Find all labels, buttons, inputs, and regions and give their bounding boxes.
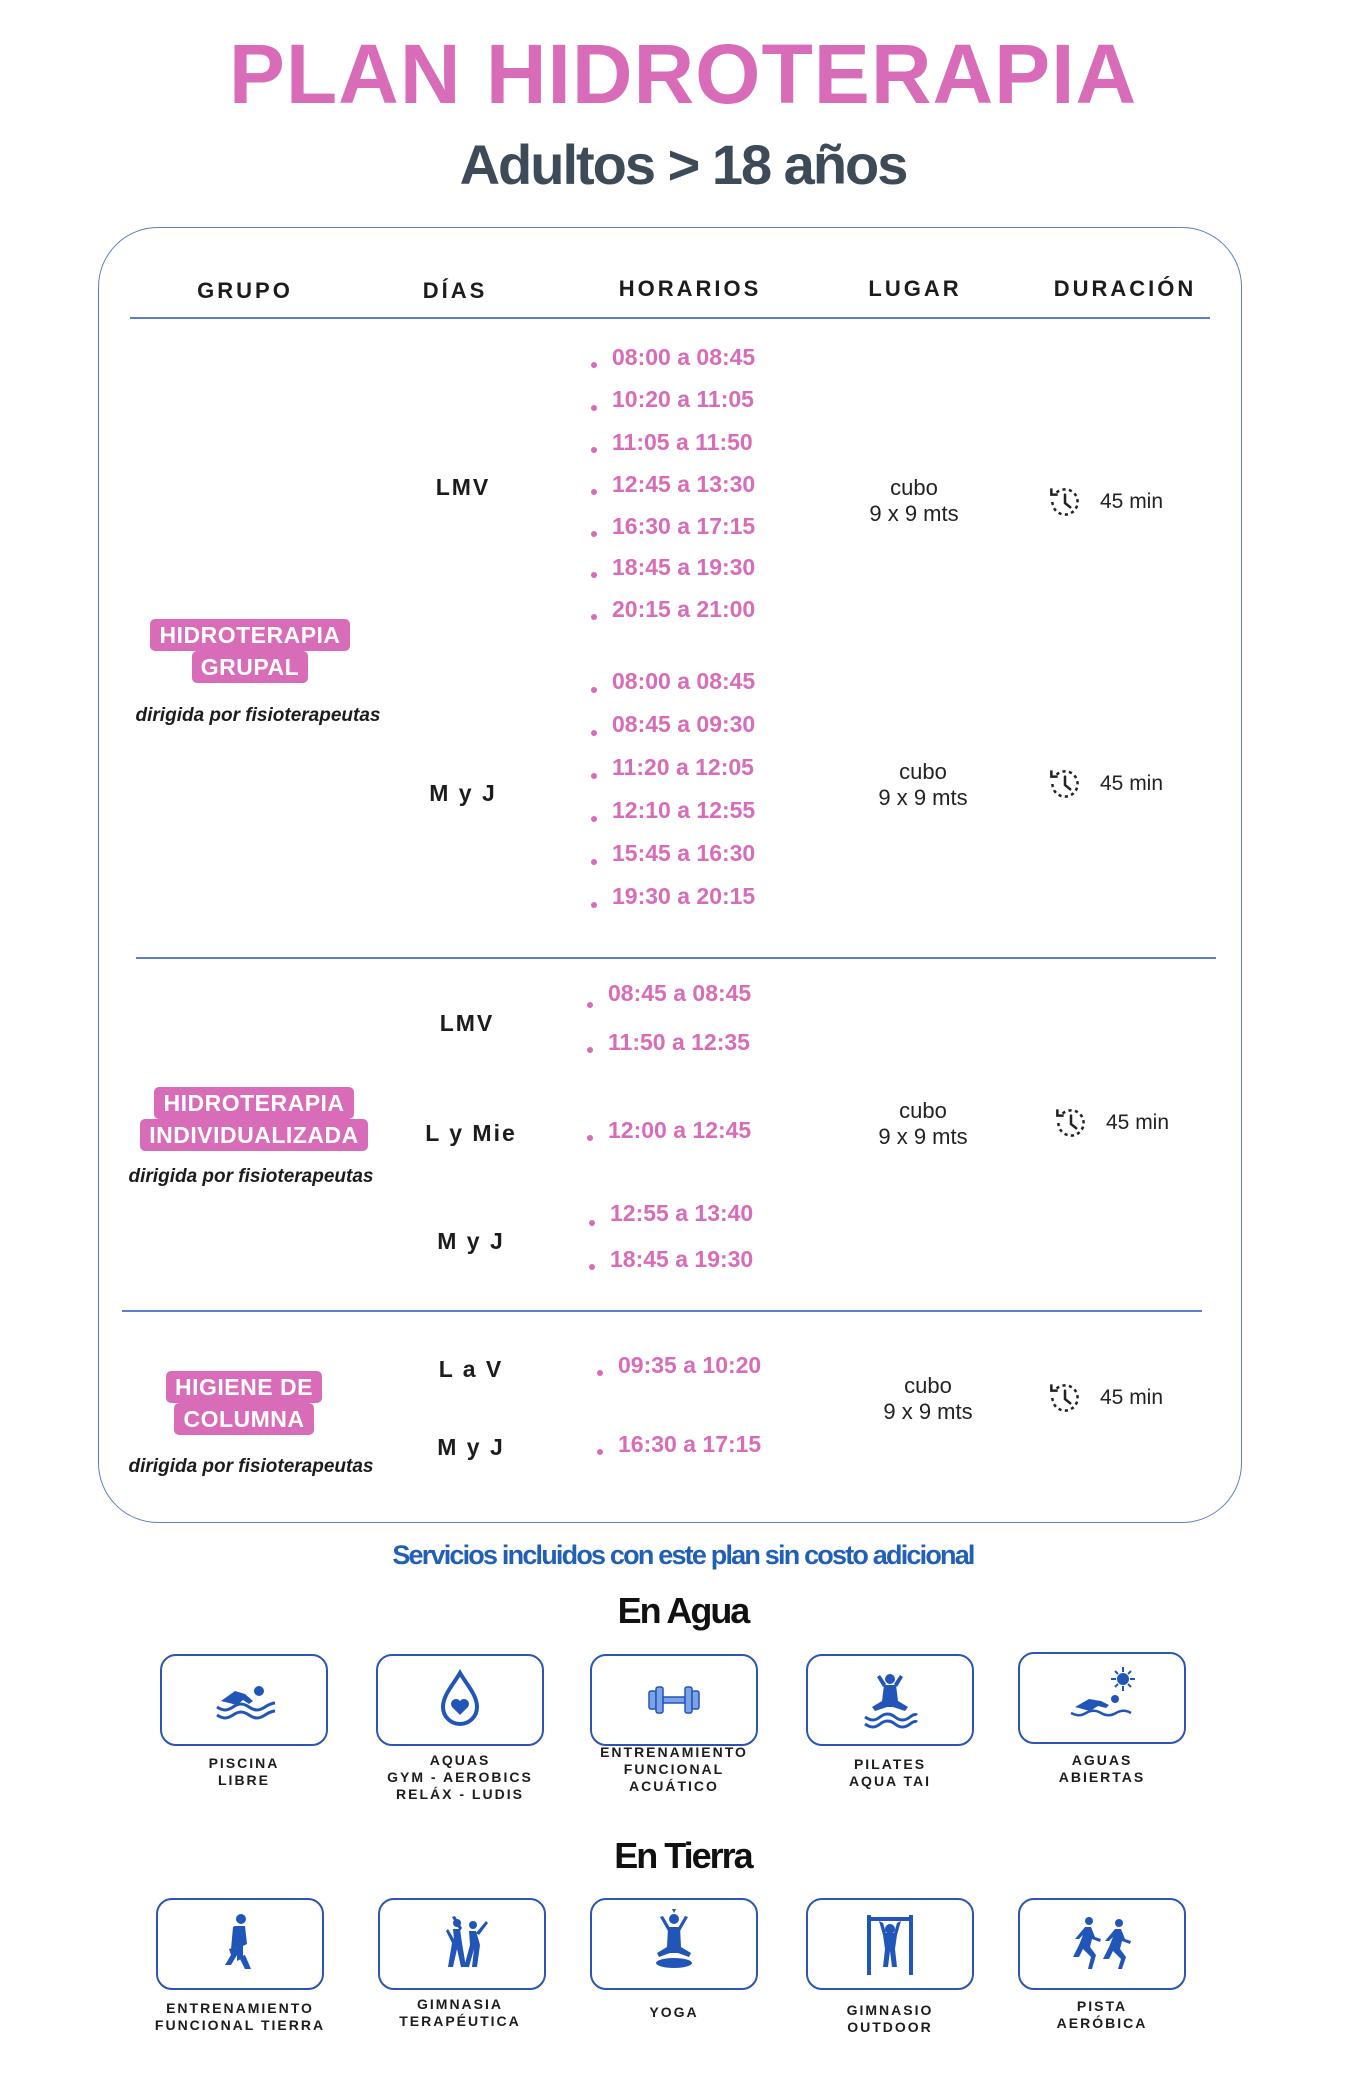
tile-label: ENTRENAMIENTO FUNCIONAL ACUÁTICO — [600, 1744, 748, 1794]
tile-entrenamiento-tierra[interactable] — [156, 1898, 324, 1990]
clock-icon — [1050, 1102, 1092, 1144]
place-cell — [843, 759, 1003, 811]
swimmer-icon — [209, 1665, 279, 1735]
time-slot: 08:00 a 08:45 — [588, 344, 755, 386]
group-divider — [122, 1310, 1202, 1312]
group-note: dirigida por fisioterapeutas — [135, 705, 381, 726]
clock-icon — [1044, 763, 1086, 805]
header-duracion: DURACIÓN — [1053, 276, 1197, 301]
time-slot: 19:30 a 20:15 — [588, 883, 755, 926]
page-subtitle: Adultos > 18 años — [459, 133, 907, 196]
tile-label: PISTA AERÓBICA — [1056, 1998, 1148, 2031]
tile-gimnasio-outdoor[interactable] — [806, 1898, 974, 1990]
page-title: PLAN HIDROTERAPIA — [228, 27, 1138, 121]
time-slot: 11:20 a 12:05 — [588, 754, 755, 797]
header-dias: DÍAS — [422, 278, 488, 303]
tile-label: YOGA — [649, 2004, 699, 2020]
duration-cell — [1050, 1102, 1169, 1144]
pullup-bar-icon — [855, 1909, 925, 1979]
times-list — [586, 1200, 753, 1288]
times-list — [588, 668, 755, 926]
duration-value: 45 min — [1100, 772, 1164, 795]
time-slot: 12:00 a 12:45 — [584, 1117, 751, 1159]
header-lugar: LUGAR — [868, 276, 962, 301]
group-name-line1: HIDROTERAPIA — [150, 619, 349, 651]
water-section-title: En Agua — [617, 1590, 749, 1631]
clock-icon — [1044, 1377, 1086, 1419]
place-name: cubo — [899, 759, 947, 784]
times-list — [588, 344, 755, 638]
tile-aguas-abiertas[interactable] — [1018, 1652, 1186, 1744]
dumbbell-icon — [639, 1665, 709, 1735]
place-name: cubo — [899, 1098, 947, 1123]
group-name-line1: HIGIENE DE — [166, 1371, 322, 1403]
group-divider — [136, 957, 1216, 959]
days-cell: M y J — [429, 780, 497, 806]
tile-label: GIMNASIA TERAPÉUTICA — [399, 1996, 521, 2029]
time-slot: 16:30 a 17:15 — [588, 513, 755, 554]
times-list — [584, 980, 751, 1071]
tile-label: PILATES AQUA TAI — [848, 1756, 932, 1789]
tile-piscina-libre[interactable] — [160, 1654, 328, 1746]
time-slot: 08:00 a 08:45 — [588, 668, 755, 711]
place-size: 9 x 9 mts — [878, 785, 968, 810]
duration-cell — [1044, 481, 1163, 523]
water-drop-heart-icon — [425, 1665, 495, 1735]
time-slot: 11:05 a 11:50 — [588, 429, 755, 471]
time-slot: 08:45 a 08:45 — [584, 980, 751, 1029]
place-name: cubo — [904, 1373, 952, 1398]
time-slot: 20:15 a 21:00 — [588, 596, 755, 638]
times-list — [594, 1352, 761, 1394]
tile-label: AGUAS ABIERTAS — [1058, 1752, 1146, 1785]
time-slot: 15:45 a 16:30 — [588, 840, 755, 883]
services-title: Servicios incluidos con este plan sin costo adicional — [392, 1540, 974, 1570]
days-cell: L y Mie — [425, 1120, 517, 1146]
tile-gimnasia[interactable] — [378, 1898, 546, 1990]
group-name-line2: INDIVIDUALIZADA — [140, 1119, 367, 1151]
group-name-line2: COLUMNA — [174, 1403, 313, 1435]
time-slot: 10:20 a 11:05 — [588, 386, 755, 429]
time-slot: 12:55 a 13:40 — [586, 1200, 753, 1246]
group-note: dirigida por fisioterapeutas — [128, 1166, 374, 1187]
place-cell — [848, 1373, 1008, 1425]
group-name-line2: GRUPAL — [192, 651, 308, 683]
duration-value: 45 min — [1100, 1386, 1164, 1409]
clock-icon — [1044, 481, 1086, 523]
days-cell: L a V — [438, 1356, 504, 1382]
gymnastics-icon — [427, 1909, 497, 1979]
time-slot: 18:45 a 19:30 — [586, 1246, 753, 1288]
time-slot: 11:50 a 12:35 — [584, 1029, 751, 1071]
open-water-swimmer-sun-icon — [1067, 1663, 1137, 1733]
time-slot: 09:35 a 10:20 — [594, 1352, 761, 1394]
group-badge-columna — [112, 1371, 376, 1435]
time-slot: 08:45 a 09:30 — [588, 711, 755, 754]
group-badge-grupal — [118, 619, 382, 683]
header-horarios: HORARIOS — [618, 276, 762, 301]
group-name-line1: HIDROTERAPIA — [154, 1087, 353, 1119]
tile-aquas[interactable] — [376, 1654, 544, 1746]
time-slot: 16:30 a 17:15 — [594, 1431, 761, 1473]
days-cell: M y J — [437, 1228, 505, 1254]
days-cell: M y J — [437, 1434, 505, 1460]
time-slot: 18:45 a 19:30 — [588, 554, 755, 596]
time-slot: 12:45 a 13:30 — [588, 471, 755, 513]
tile-pilates[interactable] — [806, 1654, 974, 1746]
tile-yoga[interactable] — [590, 1898, 758, 1990]
place-size: 9 x 9 mts — [869, 501, 959, 526]
place-name: cubo — [890, 475, 938, 500]
days-cell: LMV — [439, 1010, 495, 1036]
lunge-icon — [205, 1909, 275, 1979]
header-grupo: GRUPO — [197, 278, 293, 303]
tile-label: AQUAS GYM - AEROBICS RELÁX - LUDIS — [387, 1752, 533, 1802]
yoga-icon — [639, 1909, 709, 1979]
place-cell — [834, 475, 994, 527]
duration-value: 45 min — [1106, 1111, 1170, 1134]
times-list — [594, 1431, 761, 1473]
place-cell — [843, 1098, 1003, 1150]
place-size: 9 x 9 mts — [878, 1124, 968, 1149]
meditation-water-icon — [855, 1665, 925, 1735]
tile-label: ENTRENAMIENTO FUNCIONAL TIERRA — [154, 2000, 326, 2033]
duration-cell — [1044, 763, 1163, 805]
tile-label: GIMNASIO OUTDOOR — [846, 2002, 934, 2035]
time-slot: 12:10 a 12:55 — [588, 797, 755, 840]
place-size: 9 x 9 mts — [883, 1399, 973, 1424]
runners-icon — [1067, 1909, 1137, 1979]
times-list — [584, 1117, 751, 1159]
tile-pista-aerobica[interactable] — [1018, 1898, 1186, 1990]
duration-value: 45 min — [1100, 490, 1164, 513]
tile-label: PISCINA LIBRE — [208, 1755, 280, 1788]
header-divider — [130, 317, 1210, 319]
land-section-title: En Tierra — [614, 1835, 752, 1876]
tile-entrenamiento-acuatico[interactable] — [590, 1654, 758, 1746]
days-cell: LMV — [435, 474, 491, 500]
group-note: dirigida por fisioterapeutas — [128, 1456, 374, 1477]
group-badge-individualizada — [122, 1087, 386, 1151]
duration-cell — [1044, 1377, 1163, 1419]
